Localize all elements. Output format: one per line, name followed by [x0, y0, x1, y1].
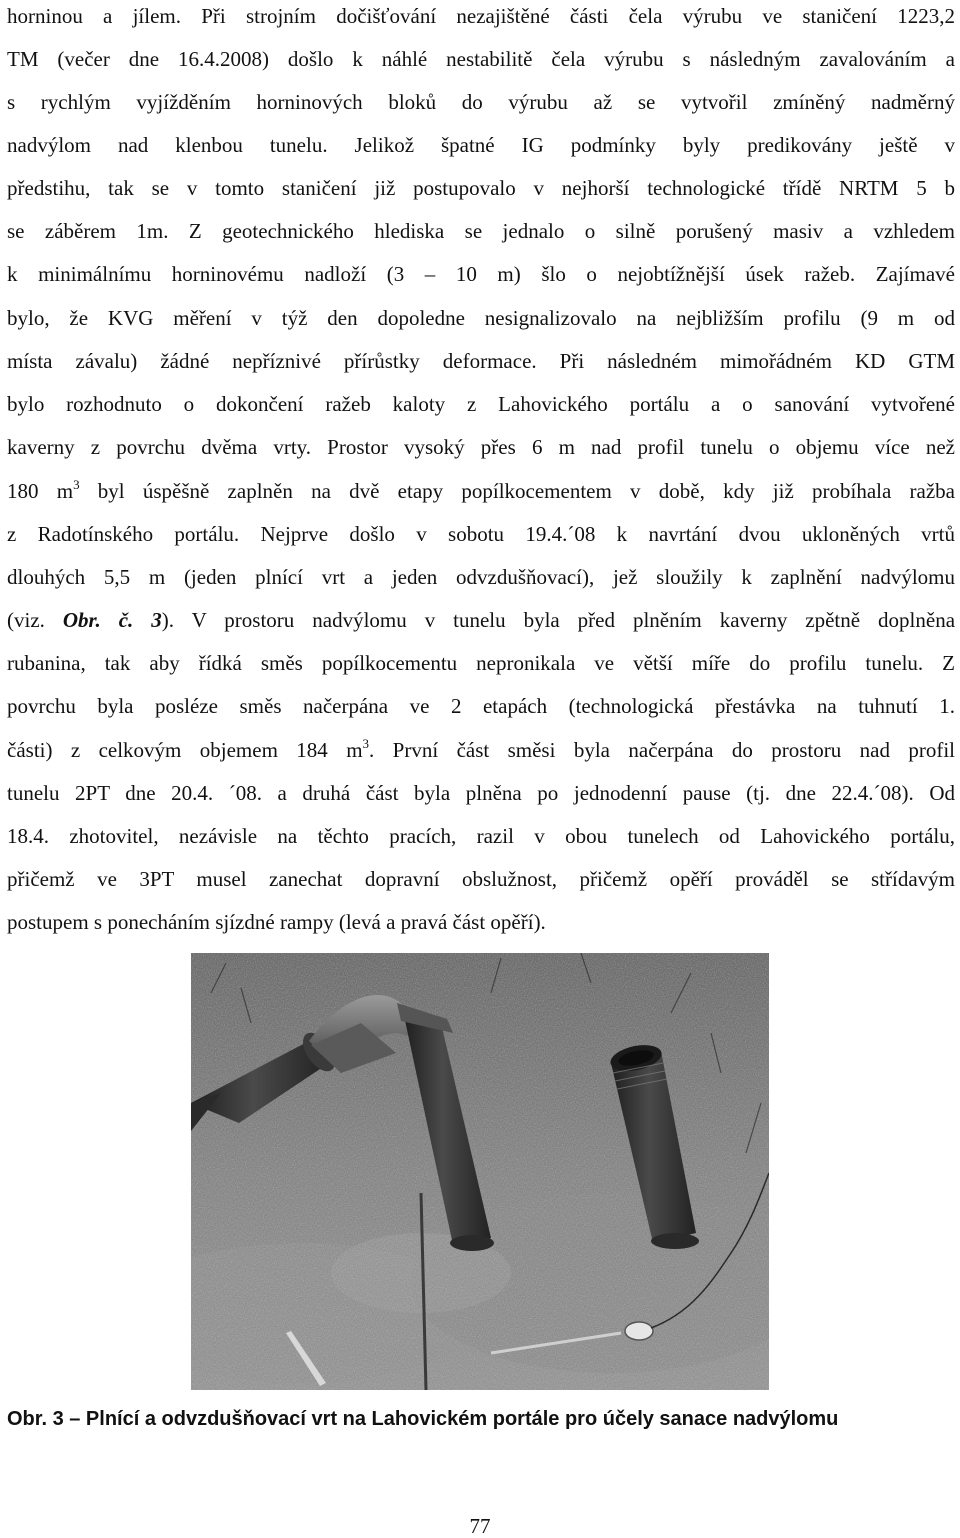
text-line: kaverny z povrchu dvěma vrty. Prostor vysoký přes 6 m nad profil tunelu o objemu více než: [7, 435, 955, 459]
superscript: 3: [362, 736, 370, 751]
text-line: TM (večer dne 16.4.2008) došlo k náhlé nestabilitě čela výrubu s následným zavalováním a: [7, 47, 955, 71]
text-fragment: . První část směsi byla načerpána do prostoru nad profil: [369, 738, 955, 762]
text-fragment: 180 m: [7, 479, 74, 503]
figure-reference: Obr. č. 3: [62, 608, 162, 632]
text-line: bylo rozhodnuto o dokončení ražeb kaloty z Lahovického portálu a o sanování vytvořené: [7, 392, 955, 416]
text-line: dlouhých 5,5 m (jeden plnící vrt a jeden odvzdušňovací), jež sloužily k zaplnění nadvýlomu: [7, 565, 955, 589]
text-line: místa závalu) žádné nepříznivé přírůstky deformace. Při následném mimořádném KD GTM: [7, 349, 955, 373]
text-fragment: části) z celkovým objemem 184 m: [7, 738, 363, 762]
text-line: z Radotínského portálu. Nejprve došlo v sobotu 19.4.´08 k navrtání dvou ukloněných vrtů: [7, 522, 955, 546]
text-line: předstihu, tak se v tomto staničení již postupovalo v nejhorší technologické třídě NRTM 5 b: [7, 176, 955, 200]
text-line: postupem s ponecháním sjízdné rampy (levá a pravá část opěří).: [7, 910, 546, 934]
page-number: 77: [469, 1514, 491, 1538]
text-line: [7, 477, 955, 505]
text-line: bylo, že KVG měření v týž den dopoledne nesignalizovalo na nejbližším profilu (9 m od: [7, 306, 955, 330]
text-fragment: byl úspěšně zaplněn na dvě etapy popílkocementem v době, kdy již probíhala ražba: [79, 479, 955, 503]
text-line: k minimálnímu horninovému nadloží (3 – 10 m) šlo o nejobtížnější úsek ražeb. Zajímavé: [7, 262, 955, 286]
text-line: [7, 736, 955, 764]
text-line: s rychlým vyjížděním horninových bloků do výrubu až se vytvořil zmíněný nadměrný: [7, 90, 955, 114]
text-line: [7, 606, 955, 634]
text-line: tunelu 2PT dne 20.4. ´08. a druhá část byla plněna po jednodenní pause (tj. dne 22.4.´08). Od: [7, 781, 955, 805]
text-line: rubanina, tak aby řídká směs popílkocementu nepronikala ve větší míře do profilu tunelu. Z: [7, 651, 955, 675]
text-line: nadvýlom nad klenbou tunelu. Jelikož špatné IG podmínky byly predikovány ještě v: [7, 133, 955, 157]
text-line: povrchu byla posléze směs načerpána ve 2 etapách (technologická přestávka na tuhnutí 1.: [7, 694, 955, 718]
photo-drawing: [191, 953, 769, 1390]
text-line: 18.4. zhotovitel, nezávisle na těchto pracích, razil v obou tunelech od Lahovického portálu,: [7, 824, 955, 848]
text-line: přičemž ve 3PT musel zanechat dopravní obslužnost, přičemž opěří prováděl se střídavým: [7, 867, 955, 891]
figure-caption: Obr. 3 – Plnící a odvzdušňovací vrt na Lahovickém portále pro účely sanace nadvýlomu: [7, 1408, 839, 1430]
text-fragment: (viz.: [7, 608, 63, 632]
figure-photo: [191, 953, 769, 1390]
text-line: horninou a jílem. Při strojním dočišťování nezajištěné části čela výrubu ve staničení 1223,2: [7, 4, 955, 28]
text-fragment: ). V prostoru nadvýlomu v tunelu byla před plněním kaverny zpětně doplněna: [161, 608, 956, 632]
superscript: 3: [73, 477, 80, 492]
text-line: se záběrem 1m. Z geotechnického hlediska se jednalo o silně porušený masiv a vzhledem: [7, 219, 955, 243]
